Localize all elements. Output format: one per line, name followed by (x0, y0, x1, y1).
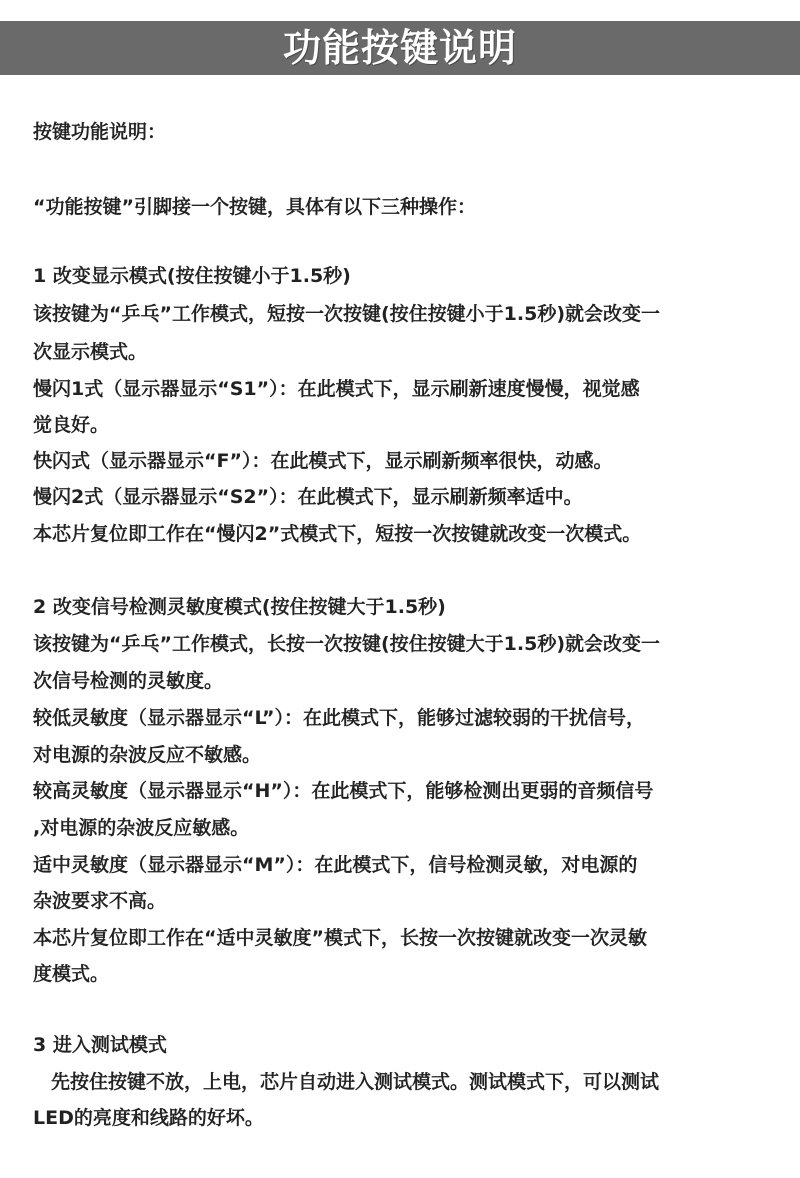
section2-heading: 2 改变信号检测灵敏度模式(按住按键大于1.5秒) (33, 596, 446, 618)
section3-line: 先按住按键不放，上电，芯片自动进入测试模式。测试模式下，可以测试 (51, 1071, 660, 1093)
section1-line: 次显示模式。 (33, 341, 148, 363)
section2-line: 较高灵敏度（显示器显示“H”）：在此模式下，能够检测出更弱的音频信号 (33, 780, 654, 802)
section1-line: 慢闪1式（显示器显示“S1”）：在此模式下，显示刷新速度慢慢，视觉感 (33, 378, 640, 400)
page-title: 功能按键说明 (282, 26, 517, 70)
section2-line: 度模式。 (33, 963, 110, 985)
section1-line: 该按键为“乒乓”工作模式，短按一次按键(按住按键小于1.5秒)就会改变一 (33, 303, 661, 325)
section2-line: 次信号检测的灵敏度。 (33, 670, 224, 692)
section2-line: 较低灵敏度（显示器显示“L”）：在此模式下，能够过滤较弱的干扰信号， (33, 707, 646, 729)
section1-line: 快闪式（显示器显示“F”）：在此模式下，显示刷新频率很快，动感。 (33, 450, 613, 472)
section2-line: ,对电源的杂波反应敏感。 (33, 817, 250, 839)
title-banner (0, 21, 800, 75)
section3-line: LED的亮度和线路的好坏。 (33, 1107, 264, 1129)
intro-heading: 按键功能说明： (33, 121, 167, 143)
section2-line: 该按键为“乒乓”工作模式，长按一次按键(按住按键大于1.5秒)就会改变一 (33, 633, 661, 655)
section2-line: 适中灵敏度（显示器显示“M”）：在此模式下，信号检测灵敏，对电源的 (33, 854, 638, 876)
intro-text: “功能按键”引脚接一个按键，具体有以下三种操作： (33, 196, 476, 218)
section1-heading: 1 改变显示模式(按住按键小于1.5秒) (33, 265, 351, 287)
section2-line: 杂波要求不高。 (33, 890, 167, 912)
section1-line: 觉良好。 (33, 414, 110, 436)
section3-heading: 3 进入测试模式 (33, 1034, 167, 1056)
section1-line: 本芯片复位即工作在“慢闪2”式模式下，短按一次按键就改变一次模式。 (33, 523, 642, 545)
section2-line: 对电源的杂波反应不敏感。 (33, 744, 262, 766)
section2-line: 本芯片复位即工作在“适中灵敏度”模式下，长按一次按键就改变一次灵敏 (33, 927, 647, 949)
section1-line: 慢闪2式（显示器显示“S2”）：在此模式下，显示刷新频率适中。 (33, 486, 583, 508)
